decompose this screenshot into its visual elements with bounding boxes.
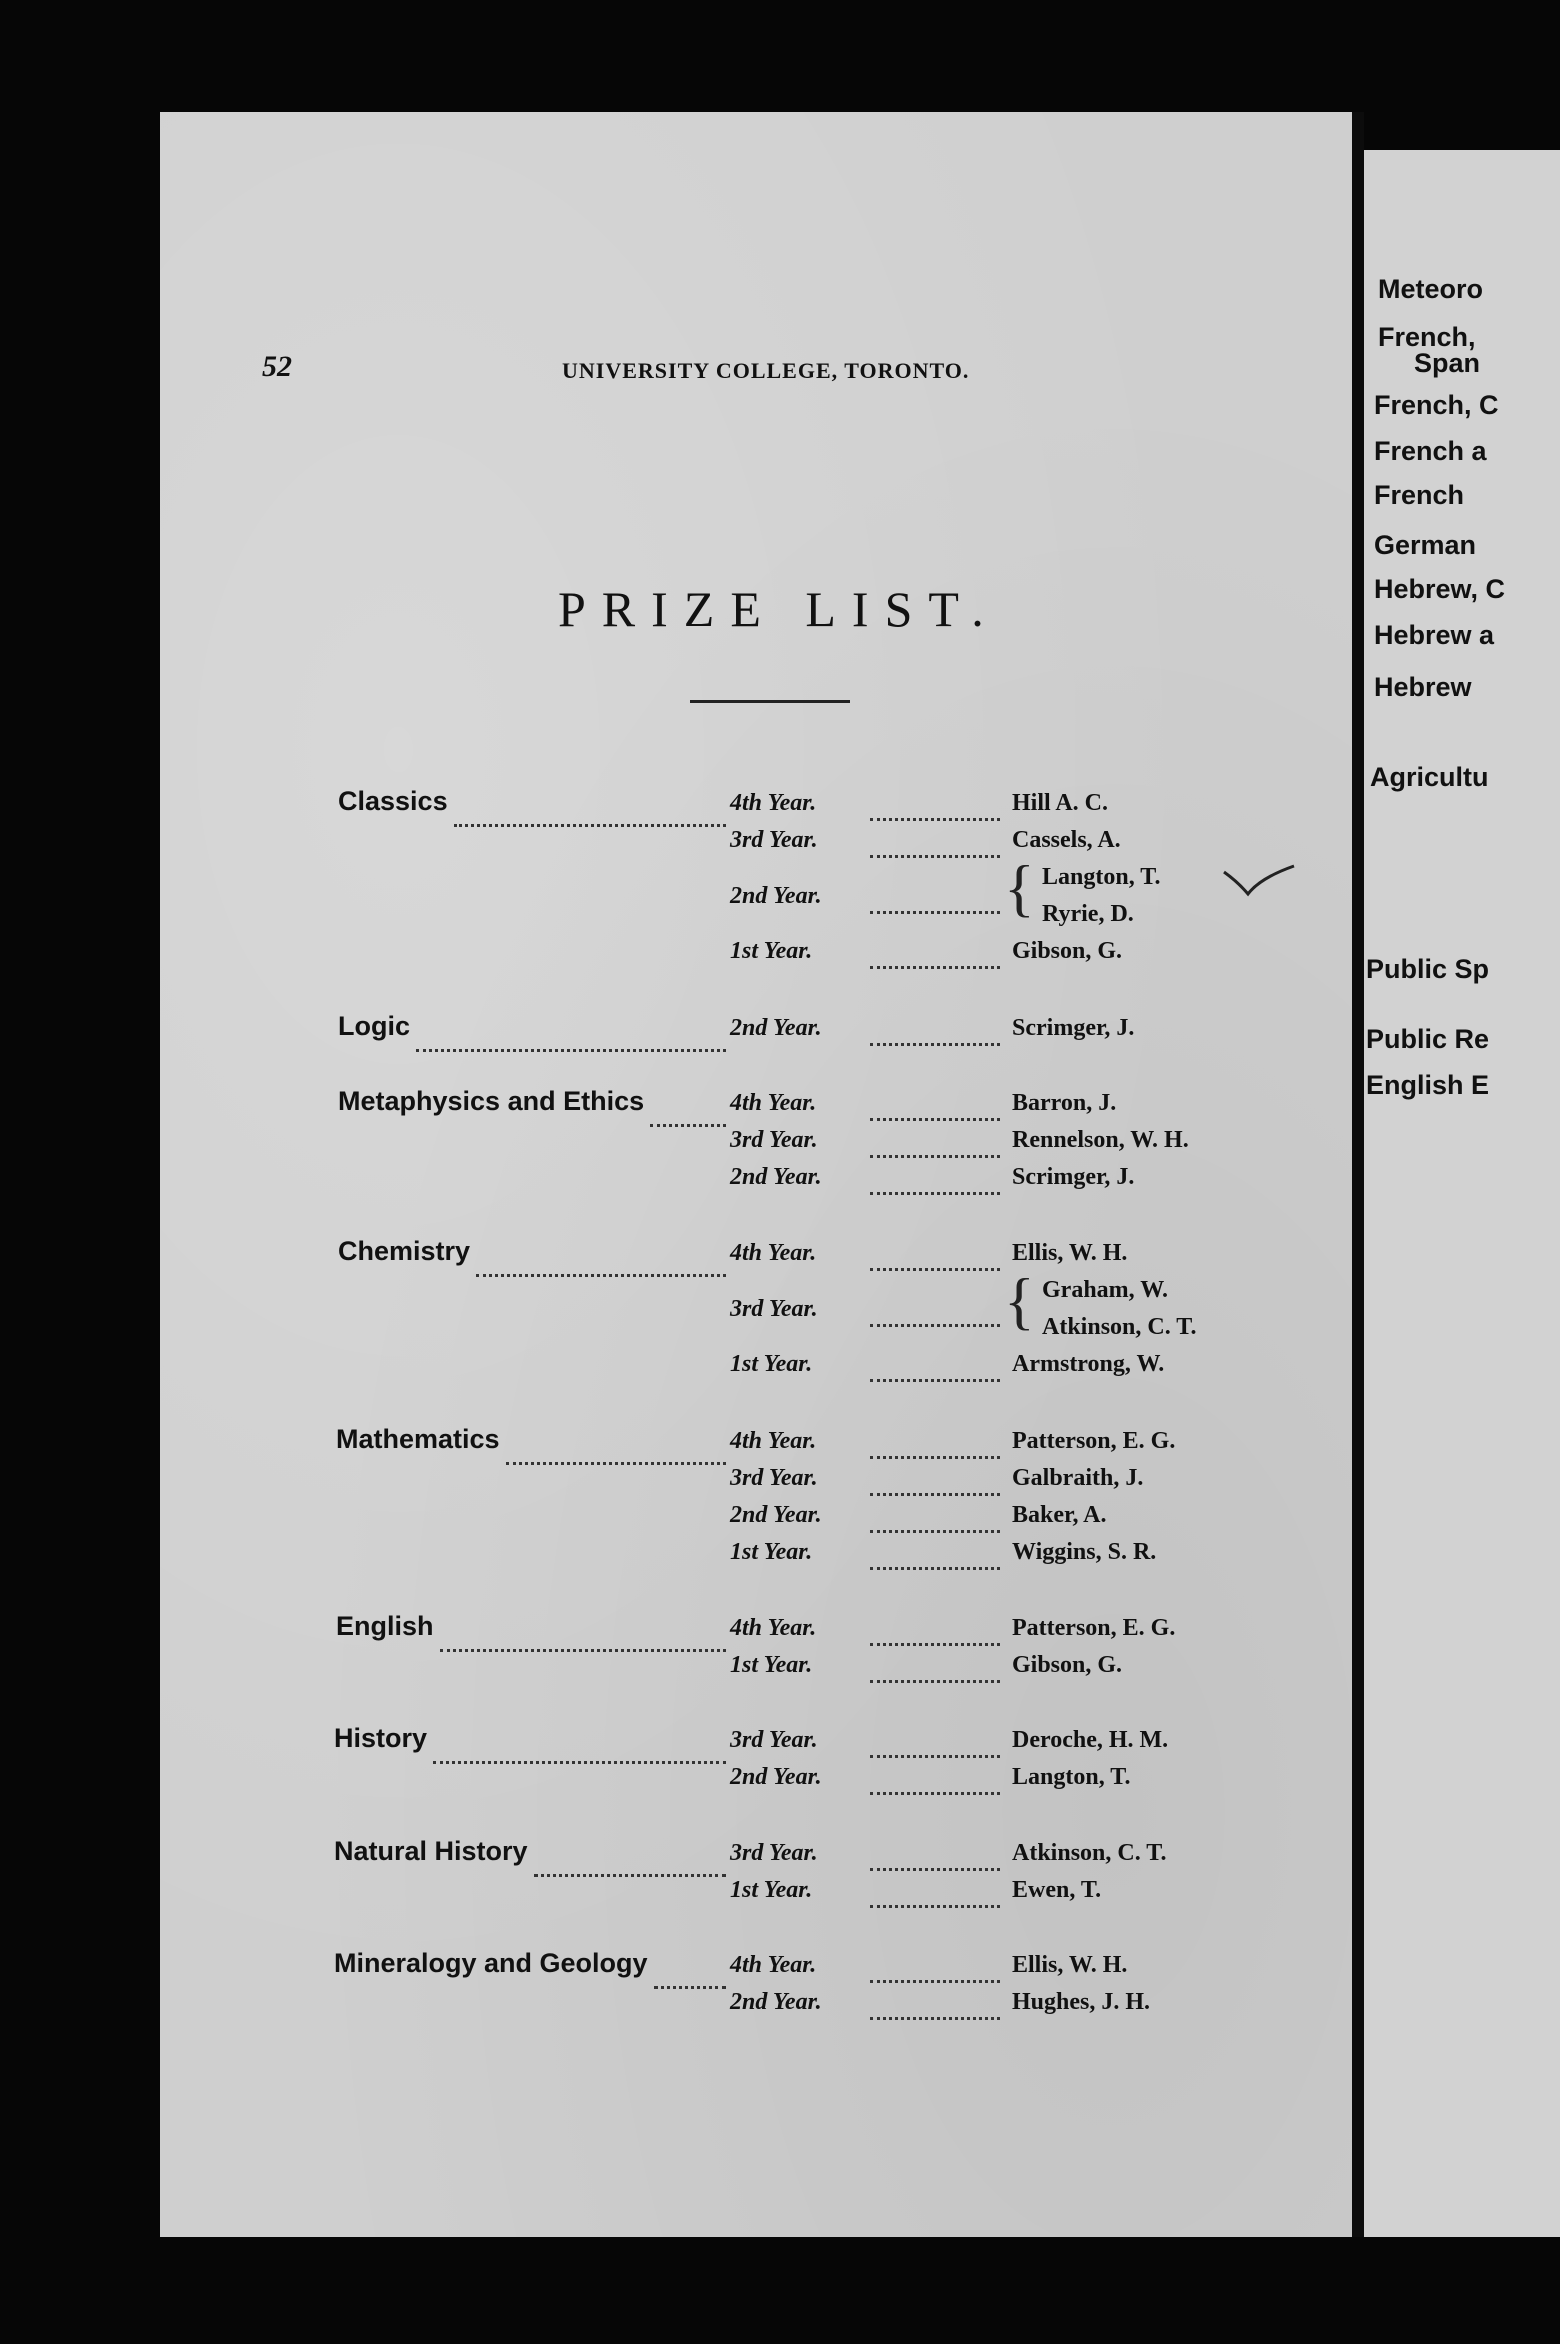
facing-page-line: French, <box>1378 322 1476 352</box>
leader-dots <box>534 1846 726 1877</box>
prize-year: 2nd Year. <box>730 1989 822 2015</box>
facing-page-line: Meteoro <box>1378 274 1484 304</box>
leader-dots <box>454 796 726 827</box>
prize-winner: Ellis, W. H. <box>1012 1952 1128 1978</box>
leader-dots <box>440 1621 726 1652</box>
leader-dots <box>870 1883 1000 1908</box>
prize-subject: Mineralogy and Geology <box>334 1948 648 1978</box>
prize-winner: Langton, T. <box>1012 1764 1131 1790</box>
prize-year: 1st Year. <box>730 1877 813 1903</box>
leader-dots <box>870 1302 1000 1327</box>
leader-dots <box>870 1770 1000 1795</box>
prize-winner: Ellis, W. H. <box>1012 1240 1128 1266</box>
leader-dots <box>870 944 1000 969</box>
prize-subject: Mathematics <box>336 1424 500 1454</box>
prize-winner: Gibson, G. <box>1012 938 1123 964</box>
prize-winner: Galbraith, J. <box>1012 1465 1144 1491</box>
page-title: PRIZE LIST. <box>558 581 1000 637</box>
prize-year: 4th Year. <box>730 1090 817 1116</box>
prize-year: 1st Year. <box>730 1652 813 1678</box>
prize-winner: Barron, J. <box>1012 1090 1117 1116</box>
facing-page <box>1364 150 1560 2237</box>
prize-year: 4th Year. <box>730 790 817 816</box>
leader-dots <box>870 1545 1000 1570</box>
facing-page-line: Hebrew, C <box>1374 574 1506 604</box>
prize-year: 2nd Year. <box>730 1015 822 1041</box>
prize-winner: Armstrong, W. <box>1012 1351 1165 1377</box>
prize-winner: Graham, W. <box>1042 1277 1169 1303</box>
prize-subject: Metaphysics and Ethics <box>338 1086 645 1116</box>
prize-winner: Rennelson, W. H. <box>1012 1127 1189 1153</box>
prize-winner: Patterson, E. G. <box>1012 1615 1176 1641</box>
check-mark-annotation <box>1220 860 1300 910</box>
prize-winner: Atkinson, C. T. <box>1012 1840 1167 1866</box>
prize-year: 4th Year. <box>730 1240 817 1266</box>
leader-dots <box>870 1357 1000 1382</box>
facing-page-line: Agricultu <box>1370 762 1489 792</box>
prize-winner: Patterson, E. G. <box>1012 1428 1176 1454</box>
prize-year: 2nd Year. <box>730 1764 822 1790</box>
prize-year: 2nd Year. <box>730 1502 822 1528</box>
prize-winner: Scrimger, J. <box>1012 1015 1135 1041</box>
prize-winner: Cassels, A. <box>1012 827 1121 853</box>
prize-winner: Deroche, H. M. <box>1012 1727 1169 1753</box>
prize-year: 4th Year. <box>730 1428 817 1454</box>
facing-page-line: Span <box>1414 348 1481 378</box>
prize-winner: Atkinson, C. T. <box>1042 1314 1197 1340</box>
leader-dots <box>870 1096 1000 1121</box>
prize-year: 2nd Year. <box>730 1164 822 1190</box>
leader-dots <box>870 1658 1000 1683</box>
leader-dots <box>870 1958 1000 1983</box>
leader-dots <box>870 1170 1000 1195</box>
prize-subject: Chemistry <box>338 1236 471 1266</box>
title-rule <box>690 700 850 703</box>
leader-dots <box>506 1434 726 1465</box>
prize-year: 3rd Year. <box>730 1295 818 1322</box>
leader-dots <box>870 1621 1000 1646</box>
prize-year: 1st Year. <box>730 938 813 964</box>
prize-winner: Ryrie, D. <box>1042 901 1134 927</box>
leader-dots <box>870 833 1000 858</box>
leader-dots <box>870 1508 1000 1533</box>
prize-subject: Logic <box>338 1011 410 1041</box>
prize-year: 4th Year. <box>730 1615 817 1641</box>
brace: { <box>1004 1265 1035 1336</box>
leader-dots <box>870 1021 1000 1046</box>
leader-dots <box>870 1846 1000 1871</box>
page-number: 52 <box>262 350 292 383</box>
facing-page-line: Public Sp <box>1366 954 1490 984</box>
prize-subject: Natural History <box>334 1836 528 1866</box>
facing-page-line: German <box>1374 530 1477 560</box>
leader-dots <box>433 1733 726 1764</box>
leader-dots <box>650 1096 726 1127</box>
facing-page-line: Hebrew <box>1374 672 1472 702</box>
running-title: UNIVERSITY COLLEGE, TORONTO. <box>562 358 970 383</box>
leader-dots <box>870 1733 1000 1758</box>
prize-winner: Ewen, T. <box>1012 1877 1102 1903</box>
leader-dots <box>870 796 1000 821</box>
prize-year: 3rd Year. <box>730 1127 818 1153</box>
leader-dots <box>870 1434 1000 1459</box>
prize-winner: Langton, T. <box>1042 864 1161 890</box>
prize-winner: Scrimger, J. <box>1012 1164 1135 1190</box>
prize-subject: Classics <box>338 786 448 816</box>
leader-dots <box>870 1246 1000 1271</box>
leader-dots <box>870 1471 1000 1496</box>
brace: { <box>1004 852 1035 923</box>
prize-subject: English <box>336 1611 434 1641</box>
facing-page-line: French, C <box>1374 390 1499 420</box>
prize-year: 1st Year. <box>730 1539 813 1565</box>
leader-dots <box>416 1021 726 1052</box>
leader-dots <box>870 1133 1000 1158</box>
leader-dots <box>870 1995 1000 2020</box>
prize-year: 1st Year. <box>730 1351 813 1377</box>
leader-dots <box>476 1246 726 1277</box>
prize-year: 3rd Year. <box>730 827 818 853</box>
facing-page-line: French a <box>1374 436 1487 466</box>
prize-subject: History <box>334 1723 428 1753</box>
prize-winner: Hughes, J. H. <box>1012 1989 1151 2015</box>
prize-year: 3rd Year. <box>730 1465 818 1491</box>
facing-page-line: Hebrew a <box>1374 620 1495 650</box>
prize-winner: Gibson, G. <box>1012 1652 1123 1678</box>
prize-year: 2nd Year. <box>730 882 822 909</box>
facing-page-line: English E <box>1366 1070 1490 1100</box>
book-gutter <box>1352 112 1364 2237</box>
prize-winner: Wiggins, S. R. <box>1012 1539 1157 1565</box>
facing-page-line: French <box>1374 480 1465 510</box>
prize-winner: Baker, A. <box>1012 1502 1107 1528</box>
prize-year: 4th Year. <box>730 1952 817 1978</box>
prize-year: 3rd Year. <box>730 1727 818 1753</box>
facing-page-line: Public Re <box>1366 1024 1490 1054</box>
prize-year: 3rd Year. <box>730 1840 818 1866</box>
leader-dots <box>654 1958 726 1989</box>
prize-winner: Hill A. C. <box>1012 790 1109 816</box>
leader-dots <box>870 889 1000 914</box>
